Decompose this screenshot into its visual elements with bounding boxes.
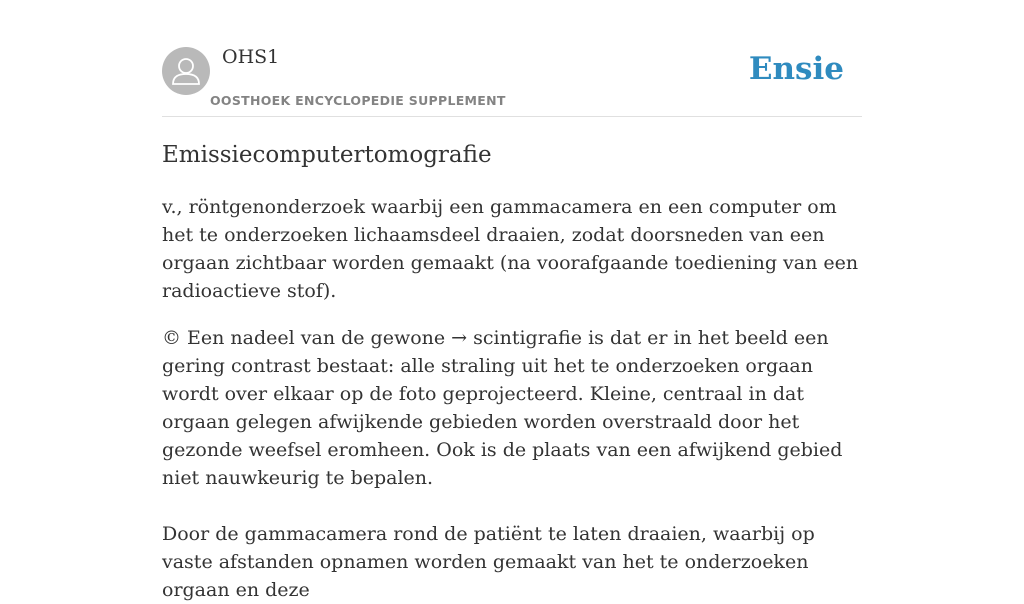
- article-paragraph: v., röntgenonderzoek waarbij een gammacamera en een computer om het te onderzoeken lichaamsdeel draaien, zodat doorsneden van een orgaan zichtbaar worden gemaakt (na voorafgaande toediening van een radioactieve stof).: [162, 196, 859, 302]
- author-name[interactable]: OHS1: [222, 46, 280, 68]
- header: [162, 40, 862, 117]
- source-label[interactable]: OOSTHOEK ENCYCLOPEDIE SUPPLEMENT: [210, 93, 506, 108]
- article-paragraph: © Een nadeel van de gewone → scintigrafie is dat er in het beeld een gering contrast bestaat: alle straling uit het te onderzoeken orgaan wordt over elkaar op de foto geprojecteerd. Kleine, centraal in dat orgaan gelegen afwijkende gebieden worden overstraald door het gezonde weefsel eromheen. Ook is de plaats van een afwijkend gebied niet nauwkeurig te bepalen.: [162, 327, 843, 489]
- article: [162, 140, 864, 604]
- author-avatar[interactable]: [162, 47, 210, 95]
- ensie-logo[interactable]: Ensie: [748, 51, 844, 87]
- user-icon: [162, 47, 210, 95]
- article-paragraph: Door de gammacamera rond de patiënt te laten draaien, waarbij op vaste afstanden opnamen worden gemaakt van het te onderzoeken orgaan en deze: [162, 523, 815, 601]
- article-title: Emissiecomputertomografie: [162, 142, 492, 168]
